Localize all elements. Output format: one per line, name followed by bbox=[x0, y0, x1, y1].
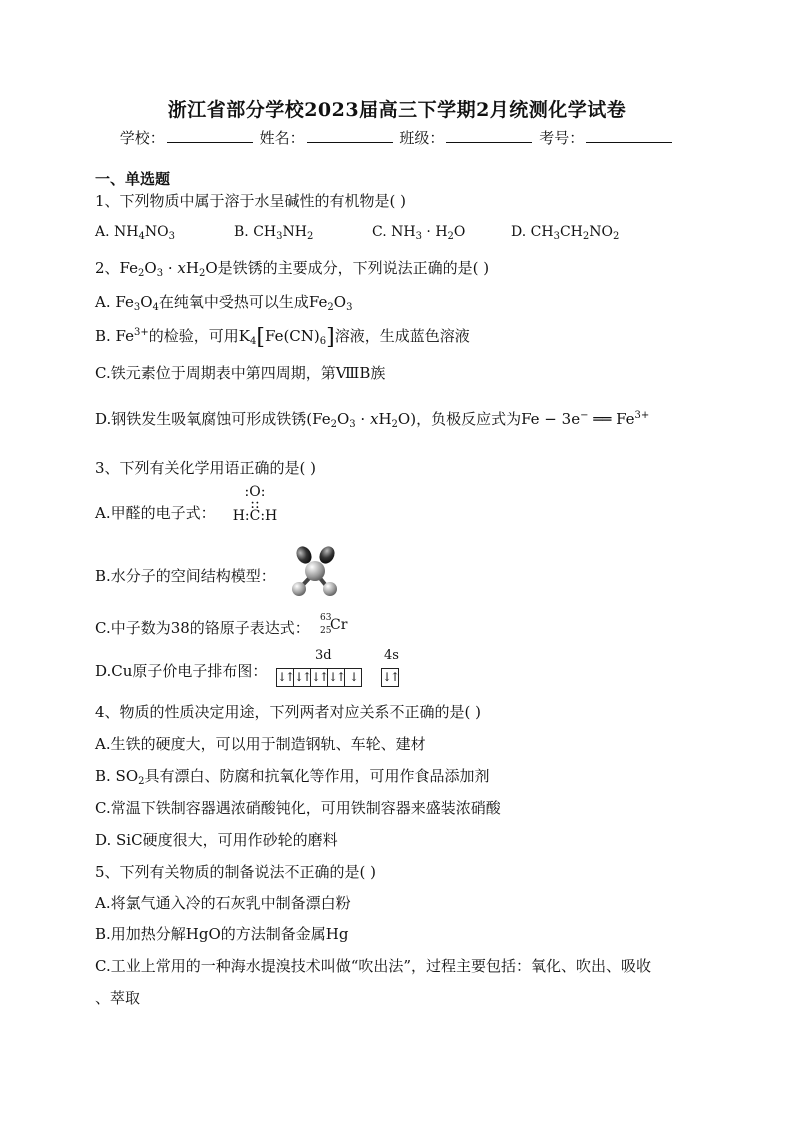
name-label: 姓名： bbox=[259, 129, 305, 147]
orbital-cell: ↓↑ bbox=[294, 670, 311, 684]
q1-b-prefix: B. bbox=[234, 224, 254, 240]
q2-a-text: 在纯氧中受热可以生成 bbox=[158, 293, 309, 311]
class-label: 班级： bbox=[399, 129, 445, 147]
q1-stem: 1、下列物质中属于溶于水呈碱性的有机物是( ) bbox=[95, 192, 407, 210]
isotope-atomic-number: 25 bbox=[320, 626, 332, 636]
q1-c-prefix: C. bbox=[372, 224, 392, 240]
school-blank[interactable] bbox=[167, 128, 253, 143]
q1-option-d[interactable]: D. $CH_3CH_2NO_2$ bbox=[511, 224, 620, 242]
q5-option-c-line2: 、萃取 bbox=[95, 989, 141, 1007]
lewis-top: :O: bbox=[244, 484, 266, 500]
q3-option-a[interactable]: A.甲醛的电子式： bbox=[95, 504, 216, 522]
q2-d-text: )，负极反应式为 bbox=[410, 410, 522, 428]
orbital-cell: ↓ bbox=[348, 670, 358, 684]
section-heading: 一、单选题 bbox=[95, 170, 171, 188]
q5-option-b[interactable]: B.用加热分解HgO的方法制备金属Hg bbox=[95, 925, 349, 943]
water-molecule-model-icon bbox=[288, 544, 342, 598]
q1-option-a[interactable]: A. $NH_4NO_3$ bbox=[95, 224, 175, 242]
page-title: 浙江省部分学校2023届高三下学期2月统测化学试卷 bbox=[167, 99, 627, 121]
lewis-bottom: H:C:H bbox=[232, 508, 278, 524]
q4-stem: 4、物质的性质决定用途，下列两者对应关系不正确的是( ) bbox=[95, 703, 482, 721]
q5-option-c-line1[interactable]: C.工业上常用的一种海水提溴技术叫做“吹出法”，过程主要包括：氧化、吹出、吸收 bbox=[95, 957, 652, 975]
q1-option-c[interactable]: C. $NH_3 \cdot H_2O$ bbox=[372, 224, 466, 242]
q2-stem-text: 是铁锈的主要成分，下列说法正确的是( ) bbox=[217, 259, 490, 277]
q4-b-text: 具有漂白、防腐和抗氧化等作用，可用作食品添加剂 bbox=[144, 767, 490, 785]
exam-number-blank[interactable] bbox=[586, 128, 672, 143]
q2-option-c[interactable]: C.铁元素位于周期表中第四周期，第ⅧB族 bbox=[95, 364, 386, 382]
q4-option-c[interactable]: C.常温下铁制容器遇浓硝酸钝化，可用铁制容器来盛装浓硝酸 bbox=[95, 799, 501, 817]
orbital-cell: ↓↑ bbox=[328, 670, 345, 684]
q2-d-head: D.钢铁发生吸氧腐蚀可形成铁锈( bbox=[95, 410, 313, 428]
q5-stem: 5、下列有关物质的制备说法不正确的是( ) bbox=[95, 863, 377, 881]
isotope-symbol: Cr bbox=[330, 617, 348, 633]
school-label: 学校： bbox=[119, 129, 165, 147]
q2-stem: 2、$Fe_2O_3 \cdot xH_2O$是铁锈的主要成分，下列说法正确的是( ) bbox=[95, 259, 490, 279]
orbital-3d-label: 3d bbox=[315, 648, 332, 663]
orbital-cell: ↓↑ bbox=[382, 670, 399, 684]
orbital-4s-label: 4s bbox=[384, 648, 399, 663]
q5-option-a[interactable]: A.将氯气通入冷的石灰乳中制备漂白粉 bbox=[95, 894, 351, 912]
q3-stem: 3、下列有关化学用语正确的是( ) bbox=[95, 459, 317, 477]
q3-option-c[interactable]: C.中子数为38的铬原子表达式： bbox=[95, 619, 310, 637]
orbital-3d-boxes bbox=[276, 668, 362, 687]
orbital-cell: ↓↑ bbox=[277, 670, 294, 684]
lewis-mid: :: bbox=[250, 496, 260, 512]
q2-b-text: 的检验，可用 bbox=[148, 327, 239, 345]
student-info-line bbox=[0, 127, 794, 148]
class-blank[interactable] bbox=[446, 128, 532, 143]
q4-option-a[interactable]: A.生铁的硬度大，可以用于制造钢轨、车轮、建材 bbox=[95, 735, 426, 753]
q1-option-b[interactable]: B. $CH_3NH_2$ bbox=[234, 224, 314, 242]
q3-option-b[interactable]: B.水分子的空间结构模型： bbox=[95, 567, 276, 585]
formaldehyde-lewis-structure bbox=[225, 486, 285, 522]
orbital-4s-boxes bbox=[381, 668, 399, 687]
q2-b-tail: 溶液，生成蓝色溶液 bbox=[334, 327, 470, 345]
exam-number-label: 考号： bbox=[539, 129, 585, 147]
name-blank[interactable] bbox=[307, 128, 393, 143]
q4-option-d[interactable]: D. SiC硬度很大，可用作砂轮的磨料 bbox=[95, 831, 338, 849]
q1-d-prefix: D. bbox=[511, 224, 531, 240]
q2-option-b[interactable]: B. $Fe^{3+}$的检验，可用$K_4[Fe(CN)_6]$溶液，生成蓝色溶液 bbox=[95, 325, 470, 350]
q2-option-d[interactable]: D.钢铁发生吸氧腐蚀可形成铁锈$(Fe_2O_3 \cdot xH_2O)$，负极反应式为Fe − 3e− ══ $Fe^{3+}$ bbox=[95, 410, 650, 430]
isotope-mass-number: 63 bbox=[320, 613, 332, 623]
q3-option-d[interactable]: D.Cu原子价电子排布图： bbox=[95, 662, 268, 680]
q2-option-a[interactable]: A. $Fe_3O_4$在纯氧中受热可以生成$Fe_2O_3$ bbox=[95, 293, 353, 313]
q1-a-prefix: A. bbox=[95, 224, 115, 240]
q4-option-b[interactable]: B. $SO_2$具有漂白、防腐和抗氧化等作用，可用作食品添加剂 bbox=[95, 767, 490, 787]
orbital-cell: ↓↑ bbox=[311, 670, 328, 684]
